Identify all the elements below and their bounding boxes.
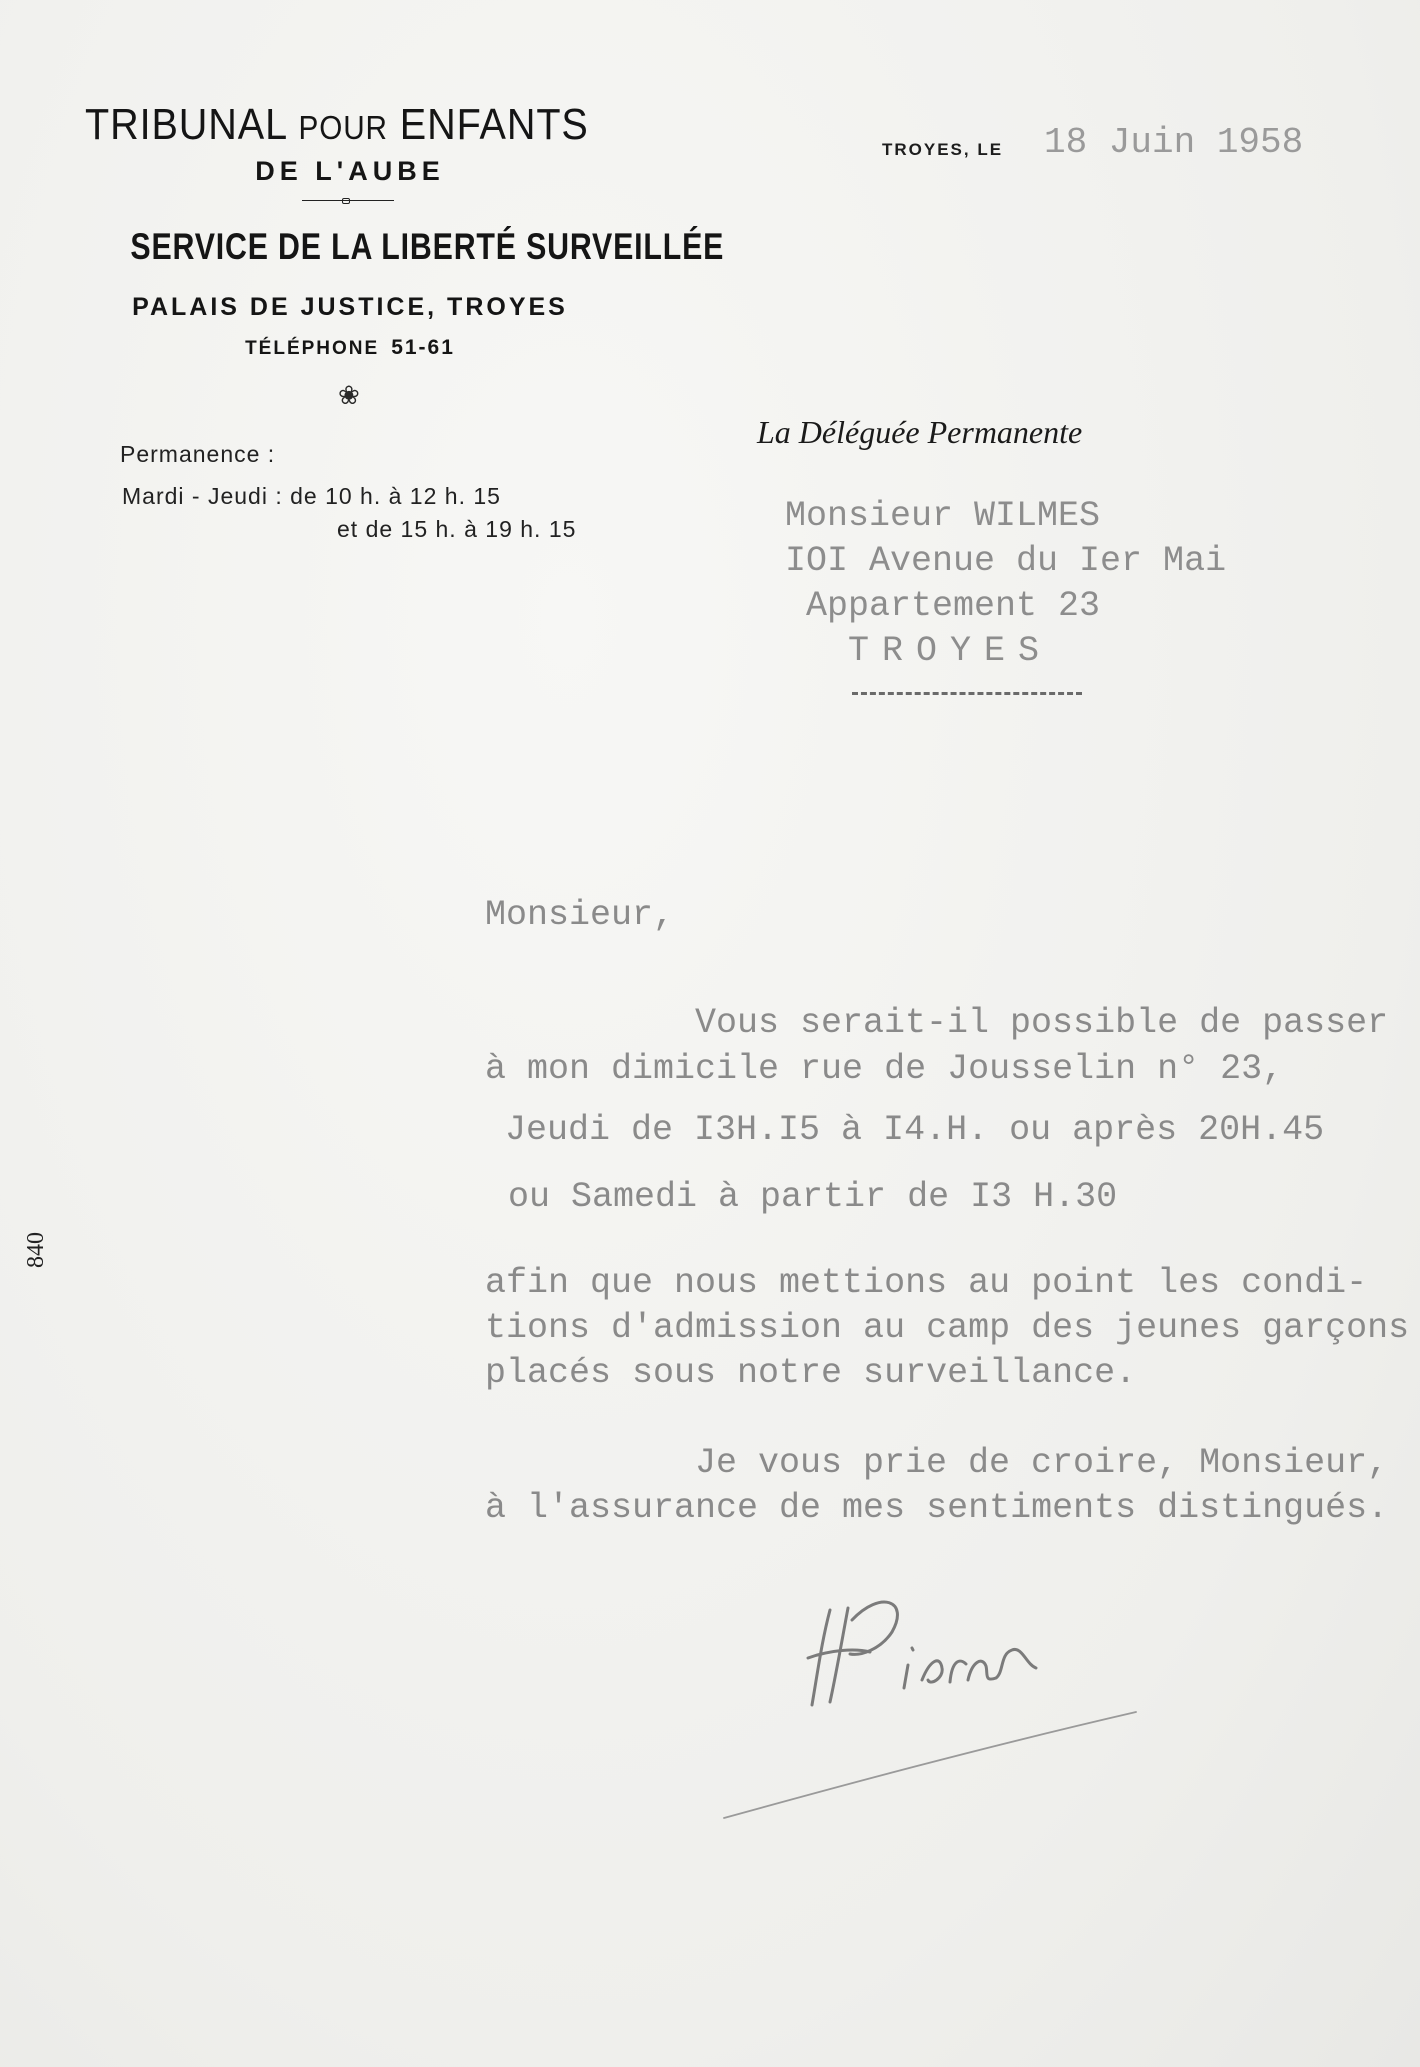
letterhead-subtitle: DE L'AUBE (255, 156, 445, 186)
sender-title: La Déléguée Permanente (757, 414, 1083, 450)
closing-line-1: Je vous prie de croire, Monsieur, (695, 1443, 1389, 1483)
recipient-street: IOI Avenue du Ier Mai (785, 541, 1227, 581)
archive-number: 840 (23, 1232, 49, 1268)
signature-flourish-line (720, 1690, 1140, 1830)
salutation: Monsieur, (485, 895, 675, 935)
letterhead-address: PALAIS DE JUSTICE, TROYES (132, 293, 568, 321)
closing-line-2: à l'assurance de mes sentiments distingués. (485, 1488, 1389, 1528)
address-underline (852, 692, 1082, 695)
hours-line-2: et de 15 h. à 19 h. 15 (337, 516, 577, 542)
dateline-place: TROYES, LE (882, 140, 1004, 159)
hours-label: Permanence : (120, 441, 276, 467)
paragraph-1-line-1: Vous serait-il possible de passer (695, 1003, 1389, 1043)
flower-ornament-icon: ❀ (338, 380, 360, 410)
paragraph-1-line-2: à mon dimicile rue de Jousselin n° 23, (485, 1049, 1284, 1089)
recipient-name: Monsieur WILMES (785, 496, 1101, 536)
title-word-tribunal: TRIBUNAL (85, 100, 287, 149)
letterhead-divider (302, 200, 394, 201)
paragraph-2-line-2: ou Samedi à partir de I3 H.30 (508, 1177, 1118, 1217)
hours-line-1: Mardi - Jeudi : de 10 h. à 12 h. 15 (122, 483, 501, 509)
phone-number: 51-61 (391, 336, 455, 359)
letterhead-title (85, 100, 589, 150)
paragraph-3-line-3: placés sous notre surveillance. (485, 1353, 1137, 1393)
title-word-enfants: ENFANTS (399, 100, 589, 149)
paragraph-3-line-2: tions d'admission au camp des jeunes garçons (485, 1308, 1410, 1348)
letterhead-phone (85, 336, 615, 360)
recipient-apartment: Appartement 23 (806, 586, 1101, 626)
recipient-city: TROYES (848, 631, 1053, 671)
paragraph-3-line-1: afin que nous mettions au point les condi- (485, 1263, 1368, 1303)
title-word-pour: POUR (298, 109, 388, 146)
phone-label: TÉLÉPHONE (245, 338, 380, 359)
letterhead-service: SERVICE DE LA LIBERTÉ SURVEILLÉE (130, 226, 725, 267)
dateline-date: 18 Juin 1958 (1044, 122, 1304, 163)
paragraph-2-line-1: Jeudi de I3H.I5 à I4.H. ou après 20H.45 (505, 1110, 1325, 1150)
